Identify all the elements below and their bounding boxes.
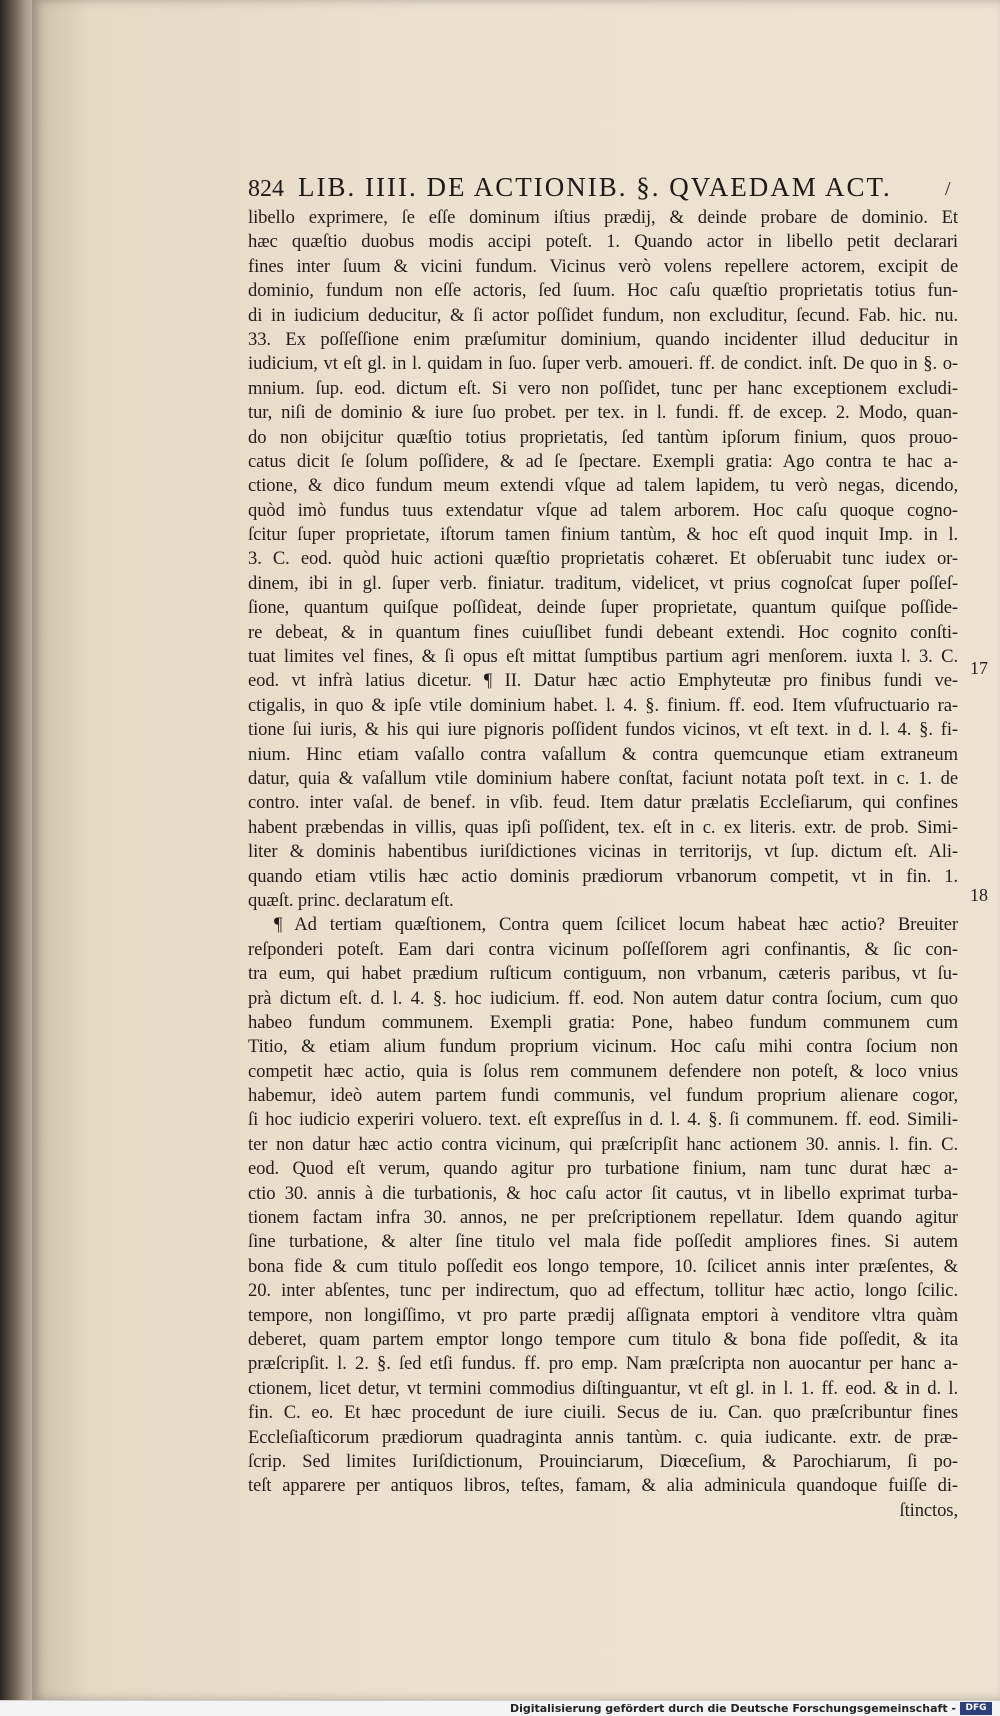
text-line: deberet, quam partem emptor longo tempore cum titulo & bona fide poſſedit, & ita (248, 1328, 958, 1350)
text-line: habemur, ideò autem partem fundi communis, vel fundum proprium alienare cogor, (248, 1085, 958, 1107)
text-line: ſcitur ſuper proprietate, iſtorum tamen finium tantùm, & hoc eſt quod inquit Imp. in l. (248, 524, 958, 546)
text-line: fines inter ſuum & vicini fundum. Vicinus verò volens repellere actorem, excipit de (248, 255, 958, 277)
text-line: dominio, fundum non eſſe actoris, ſed ſuum. Hoc caſu quæſtio proprietatis totius fun- (248, 280, 958, 302)
text-line: reſponderi poteſt. Eam dari contra vicinum poſſeſſorem agri confinantis, & ſic con- (248, 938, 958, 960)
text-line: ter non datur hæc actio contra vicinum, qui præſcripſit hanc actionem 30. annis. l. fin. C. (248, 1133, 958, 1155)
text-line: contro. inter vaſal. de benef. in vſib. feud. Item datur prælatis Eccleſiarum, qui confines (248, 792, 958, 814)
text-line: prà dictum eſt. d. l. 4. §. hoc iudicium. ff. eod. Non autem datur contra ſocium, cum quo (248, 987, 958, 1009)
text-line: ſine turbatione, & alter ſine titulo vel mala fide poſſedit ampliores fines. Si autem (248, 1231, 958, 1253)
text-line: habent præbendas in villis, quas ipſi poſſident, tex. eſt in c. ex literis. extr. de prob. Simi- (248, 816, 958, 838)
text-line: nium. Hinc etiam vaſallo contra vaſallum & contra quemcunque etiam extraneum (248, 743, 958, 765)
running-header (248, 172, 953, 206)
text-line: libello exprimere, ſe eſſe dominum iſtius prædij, & deinde probare de dominio. Et (248, 207, 958, 228)
text-line: ſione, quantum quiſque poſſideat, deinde ſuper proprietate, quantum quiſque poſſide- (248, 597, 958, 619)
text-line: do non obijcitur quæſtio totius proprietatis, ſed tantùm ipſorum finium, quos prouo- (248, 426, 958, 448)
text-line: liter & dominis habentibus iuriſdictiones vicinas in territorijs, vt ſup. dictum eſt. Ali- (248, 841, 958, 863)
text-line: catus dicit ſe ſolum poſſidere, & ad ſe ſpectare. Exempli gratia: Ago contra te hac a- (248, 450, 958, 472)
text-line: tra eum, qui habet prædium ruſticum contiguum, non vrbanum, cæteris paribus, vt ſu- (248, 963, 958, 985)
text-line: di in iudicium deducitur, & ſi actor poſſidet fundum, non excluditur, ſecund. Fab. hic. nu. (248, 304, 958, 326)
text-line: ctione, & dico fundum meum extendi vſque ad talem lapidem, tu verò negas, dicendo, (248, 475, 958, 497)
text-line: fin. C. eo. Et hæc procedunt de iure ciuili. Secus de iu. Can. quo præſcribuntur fines (248, 1402, 958, 1424)
text-line: Eccleſiaſticorum prædiorum quadraginta annis tantùm. c. quia iudicante. extr. de præ- (248, 1426, 958, 1448)
text-line: ctionem, licet detur, vt termini commodius diſtinguantur, vt eſt gl. in l. 1. ff. eod. & in d. l. (248, 1377, 958, 1399)
margin-number: 18 (970, 885, 988, 905)
running-title: LIB. IIII. DE ACTIONIB. §. QVAEDAM ACT. (298, 172, 892, 202)
text-line: habeo fundum communem. Exempli gratia: Pone, habeo fundum communem cum (248, 1011, 958, 1033)
text-line: ſi hoc iudicio experiri voluero. text. eſt expreſſus in d. l. 4. §. ſi communem. ff. eod. Simili- (248, 1109, 958, 1131)
text-line: iudicium, vt eſt gl. in l. quidam in ſuo. ſuper verb. amoueri. ff. de condict. inſt. De quo in §. o- (248, 353, 958, 375)
text-line: 20. inter abſentes, tunc per indirectum, quo ad effectum, tollitur hæc actio, longo ſcilic. (248, 1280, 958, 1302)
text-line: tione ſui iuris, & his qui iure pignoris poſſident fundos vicinos, vt eſt text. in d. l. 4. §. fi- (248, 719, 958, 741)
text-line: ¶ Ad tertiam quæſtionem, Contra quem ſcilicet locum habeat hæc actio? Breuiter (274, 914, 958, 936)
text-line: eod. vt infrà latius dicetur. ¶ II. Datur hæc actio Emphyteutæ pro finibus fundi ve- (248, 670, 958, 692)
dfg-logo: DFG (960, 1702, 992, 1715)
text-line: 3. C. eod. quòd huic actioni quæſtio proprietatis cohæret. Et obſeruabit tunc iudex or- (248, 548, 958, 570)
text-line: ſcrip. Sed limites Iuriſdictionum, Prouinciarum, Diœceſium, & Parochiarum, ſi po- (248, 1450, 958, 1472)
digitization-footer (0, 1700, 1000, 1716)
text-line: quòd imò fundus tuus extendatur vſque ad talem arborem. Hoc caſu quoque cogno- (248, 499, 958, 521)
footer-credit: Digitalisierung gefördert durch die Deutsche Forschungsgemeinschaft - (509, 1702, 956, 1715)
text-line: Titio, & etiam alium fundum proprium vicinum. Hoc caſu mihi contra ſocium non (248, 1036, 958, 1058)
text-line: mnium. ſup. eod. dictum eſt. Si vero non poſſidet, tunc per hanc exceptionem excludi- (248, 377, 958, 399)
text-line: præſcripſit. l. 2. §. ſed etſi fundus. ff. pro emp. Nam præſcripta non auocantur per hanc a- (248, 1353, 958, 1375)
text-line: tuat limites vel fines, & ſi opus eſt mittat ſumptibus partium agri menſorem. iuxta l. 3. C. (248, 646, 958, 668)
text-line: dinem, ibi in gl. ſuper verb. finiatur. traditum, videlicet, vt prius cognoſcat ſuper poſſeſ- (248, 572, 958, 594)
text-line: datur, quia & vaſallum vtile dominium habere conſtat, faciunt notata poſt text. in c. 1. de (248, 767, 958, 789)
body-text (248, 206, 958, 1523)
text-line: eod. Quod eſt verum, quando agitur pro turbatione finium, nam tunc durat hæc a- (248, 1158, 958, 1180)
text-line: ctio 30. annis à die turbationis, & hoc caſu actor ſit cautus, vt in libello exprimat turba- (248, 1182, 958, 1204)
text-line: ſtinctos, (899, 1499, 958, 1521)
text-line: hæc quæſtio duobus modis accipi poteſt. 1. Quando actor in libello petit declarari (248, 231, 958, 253)
margin-number: 17 (970, 658, 988, 678)
text-line: competit hæc actio, quia is ſolus rem communem defendere non poteſt, & loco vnius (248, 1060, 958, 1082)
page-number: 824 (248, 176, 284, 202)
text-line: tempore, non longiſſimo, vt pro parte prædij aſſignata emptori à venditore vltra quàm (248, 1304, 958, 1326)
text-line: quæſt. princ. declaratum eſt. (248, 889, 454, 911)
text-line: teſt apparere per antiquos libros, teſtes, famam, & alia adminicula quandoque fuiſſe di- (248, 1475, 958, 1497)
text-line: 33. Ex poſſeſſione enim præſumitur dominium, quando incidenter illud deducitur in (248, 328, 958, 350)
text-line: tur, niſi de dominio & iure ſuo probet. per tex. in l. fundi. ff. de excep. 2. Modo, quan- (248, 402, 958, 424)
header-mark: / (945, 178, 953, 200)
text-line: bona fide & cum titulo poſſedit eos longo tempore, 10. ſcilicet annis inter præſentes, & (248, 1255, 958, 1277)
text-line: re debeat, & in quantum fines cuiuſlibet fundi debeant extendi. Hoc cognito conſti- (248, 621, 958, 643)
text-line: ctigalis, in quo & ipſe vtile dominium habet. l. 4. §. finium. ff. eod. Item vſufructuario ra- (248, 694, 958, 716)
text-line: quando etiam vtilis hæc actio dominis prædiorum vrbanorum competit, vt in fin. 1. (248, 865, 958, 887)
text-line: tionem factam infra 30. annos, ne per preſcriptionem repellatur. Idem quando agitur (248, 1207, 958, 1229)
